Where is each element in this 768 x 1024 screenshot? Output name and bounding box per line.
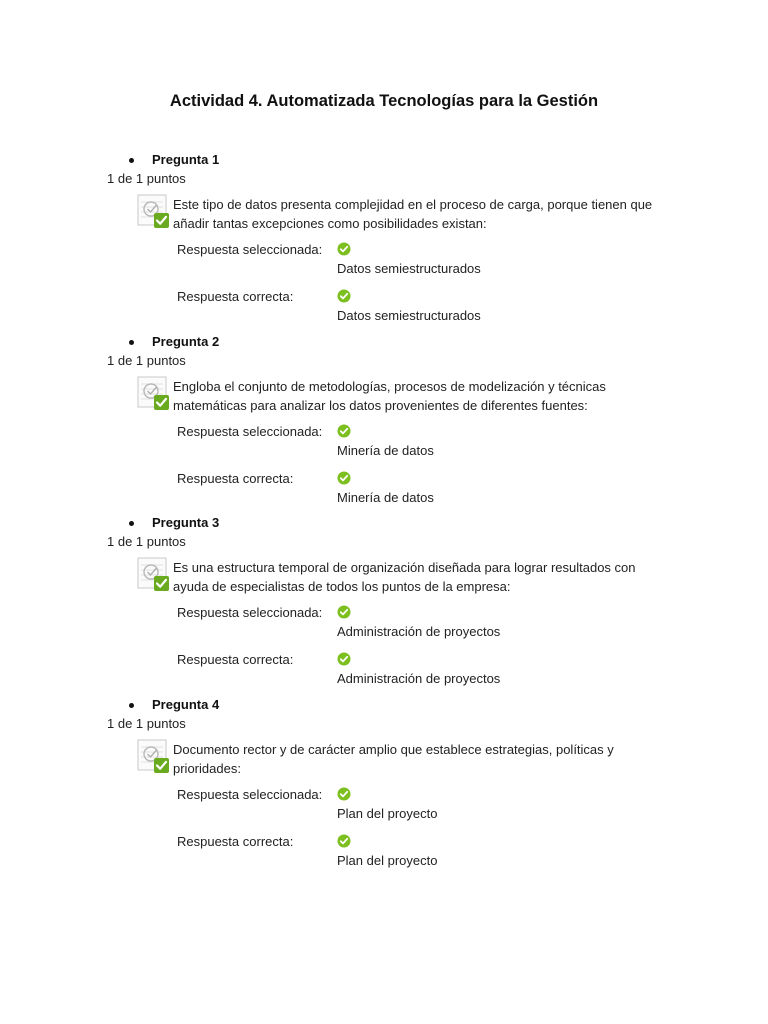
correct-answer-value: Administración de proyectos	[337, 671, 501, 686]
question-list	[0, 150, 768, 876]
bullet	[129, 158, 134, 163]
correct-answer-value: Minería de datos	[337, 489, 434, 505]
question-graded-correct-icon	[137, 739, 170, 774]
question-text: Es una estructura temporal de organización diseñada para lograr resultados con ayuda de especialistas de todos los puntos de la empresa:	[173, 560, 636, 594]
green-check-circle-icon	[337, 834, 351, 848]
question-heading: Pregunta 3	[152, 515, 220, 530]
selected-answer-label: Respuesta seleccionada:	[177, 786, 323, 802]
question-heading: Pregunta 2	[152, 333, 220, 349]
correct-answer-value: Datos semiestructurados	[337, 308, 481, 323]
bullet	[129, 521, 134, 526]
question-item	[0, 695, 768, 877]
question-graded-correct-icon	[137, 376, 170, 411]
page-title: Actividad 4. Automatizada Tecnologías para la Gestión	[169, 92, 599, 110]
selected-answer-label: Respuesta seleccionada:	[177, 423, 323, 439]
green-check-circle-icon	[337, 289, 351, 303]
selected-answer-value: Datos semiestructurados	[337, 261, 481, 276]
green-check-circle-icon	[337, 471, 351, 485]
question-score: 1 de 1 puntos	[107, 352, 186, 368]
green-check-circle-icon	[337, 787, 351, 801]
question-text: Documento rector y de carácter amplio que establece estrategias, políticas y prioridades:	[173, 741, 614, 776]
question-graded-correct-icon	[137, 194, 170, 229]
selected-answer-label: Respuesta seleccionada:	[177, 605, 323, 620]
selected-answer-value: Administración de proyectos	[337, 624, 501, 639]
green-check-circle-icon	[337, 605, 351, 619]
green-check-circle-icon	[337, 424, 351, 438]
correct-answer-label: Respuesta correcta:	[177, 833, 294, 849]
question-heading: Pregunta 4	[152, 696, 220, 712]
correct-answer-value: Plan del proyecto	[337, 852, 438, 868]
question-text: Este tipo de datos presenta complejidad en el proceso de carga, porque tienen que añadir tantas excepciones como posibilidades existan:	[173, 197, 653, 231]
correct-answer-label: Respuesta correcta:	[177, 470, 294, 486]
green-check-circle-icon	[337, 242, 351, 256]
selected-answer-value: Minería de datos	[337, 442, 434, 458]
bullet	[129, 703, 134, 708]
question-score: 1 de 1 puntos	[107, 534, 186, 549]
correct-answer-label: Respuesta correcta:	[177, 289, 294, 304]
green-check-circle-icon	[337, 652, 351, 666]
question-heading: Pregunta 1	[152, 152, 220, 167]
question-score: 1 de 1 puntos	[107, 715, 186, 731]
correct-answer-label: Respuesta correcta:	[177, 652, 294, 667]
question-item	[0, 332, 768, 514]
selected-answer-label: Respuesta seleccionada:	[177, 242, 323, 257]
question-item	[0, 513, 768, 695]
bullet	[129, 340, 134, 345]
question-item	[0, 150, 768, 332]
question-score: 1 de 1 puntos	[107, 171, 186, 186]
question-graded-correct-icon	[137, 557, 170, 592]
question-text: Engloba el conjunto de metodologías, procesos de modelización y técnicas matemáticas para analizar los datos provenientes de diferentes fuentes:	[173, 378, 606, 413]
selected-answer-value: Plan del proyecto	[337, 805, 438, 821]
